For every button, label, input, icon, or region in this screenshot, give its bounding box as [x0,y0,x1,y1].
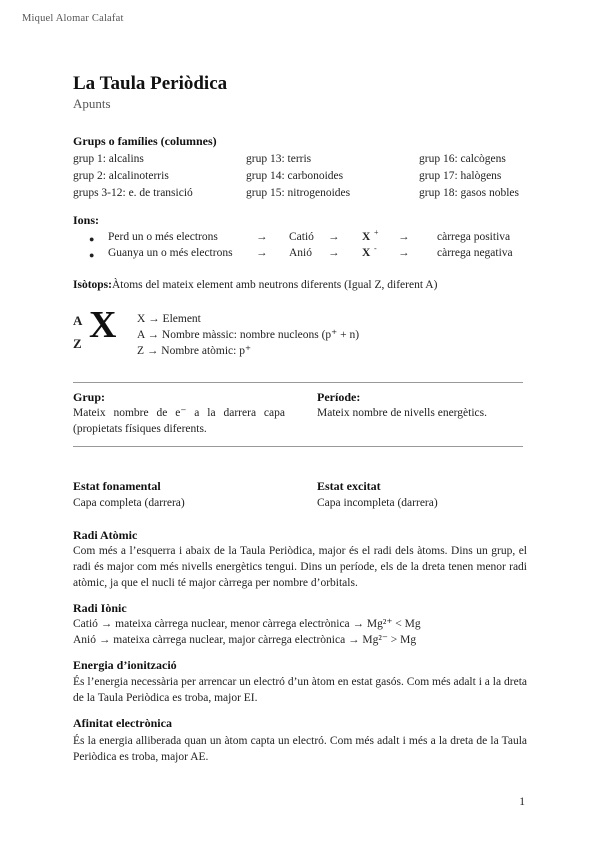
ion-action: Guanya un o més electrons [108,247,233,259]
groups-table [73,151,533,201]
group-cell: grup 16: calcògens [419,153,506,165]
ionic-radius-line1: Catió → mateixa càrrega nuclear, menor càrrega electrònica → Mg²⁺ < Mg [73,618,421,630]
arrow-icon: → [256,247,268,259]
ion-name: Anió [289,247,312,259]
page-title: La Taula Periòdica [73,73,228,94]
ion-action: Perd un o més electrons [108,231,218,243]
affinity-text: És la energia alliberada quan un àtom capta un electró. Com més adalt i més a la dreta de la Taula Periòdica es troba, major AE. [73,735,527,763]
ionization-heading: Energia d’ionització [73,658,177,672]
group-cell: grup 1: alcalins [73,153,144,165]
ion-symbol: X [362,247,371,259]
bullet-icon: ● [89,250,95,260]
group-cell: grup 13: terris [246,153,312,165]
ionic-radius-line2: Anió → mateixa càrrega nuclear, major càrrega electrònica → Mg²⁻ > Mg [73,634,417,646]
ion-charge: + [374,228,379,237]
group-cell: grup 2: alcalinoterris [73,170,169,182]
ionization-text: És l’energia necessària per arrencar un electró d’un àtom en estat gasós. Com més adalt i a la dreta de la Taula Periòdica es troba, major EI. [73,676,527,704]
element-symbol: X [89,304,117,346]
excited-state-text: Capa incompleta (darrera) [317,497,438,509]
author-name: Miquel Alomar Calafat [22,13,124,24]
groups-heading: Grups o famílies (columnes) [73,134,217,148]
isotopes-line [73,279,437,291]
divider [73,446,523,447]
ionic-radius-heading: Radi Iònic [73,601,127,615]
legend-line: X → Element [137,313,201,325]
notation-legend [137,311,359,359]
affinity-heading: Afinitat electrònica [73,716,172,730]
arrow-icon: → [328,231,340,243]
ground-state-heading: Estat fonamental [73,479,161,493]
excited-state-heading: Estat excitat [317,479,381,493]
atomic-radius-text: Com més a l’esquerra i abaix de la Taula Periòdica, major és el radi dels àtoms. Dins un grup, el radi és major com més nivells energètics tengui. Dins un període, els de la dreta tenen menor radi atòmic, ja que el nucli té major càrrega per nombre d’orbitals. [73,545,527,589]
period-text: Mateix nombre de nivells energètics. [317,407,488,419]
group-cell: grup 17: halògens [419,170,502,182]
group-cell: grup 15: nitrogenoides [246,187,351,199]
page-subtitle: Apunts [73,96,111,111]
atomic-number-symbol: Z [73,336,82,351]
arrow-icon: → [398,247,410,259]
divider [73,382,523,383]
page-number: 1 [519,796,525,808]
group-cell: grup 14: carbonoides [246,170,344,182]
legend-line: A → Nombre màssic: nombre nucleons (p⁺ + n) [137,329,360,341]
ion-result: càrrega negativa [437,247,513,259]
ions-list [73,229,533,261]
ion-result: càrrega positiva [437,231,511,243]
arrow-icon: → [328,247,340,259]
ions-heading: Ions: [73,213,100,227]
isotopes-label: Isòtops: [73,279,112,291]
ion-row-anion [73,245,533,261]
period-heading: Període: [317,390,361,404]
ion-name: Catió [289,231,314,243]
ion-charge: - [374,244,377,253]
ion-row-cation [73,229,533,245]
group-text: Mateix nombre de e⁻ a la darrera capa (propietats físiques diferents. [73,407,285,435]
bullet-icon: ● [89,234,95,244]
group-cell: grups 3-12: e. de transició [73,187,193,199]
ion-symbol: X [362,231,371,243]
ground-state-text: Capa completa (darrera) [73,497,185,509]
atomic-radius-heading: Radi Atòmic [73,528,138,542]
mass-number-symbol: A [73,313,83,328]
arrow-icon: → [256,231,268,243]
isotopes-text: Àtoms del mateix element amb neutrons diferents (Igual Z, diferent A) [111,279,438,291]
group-heading: Grup: [73,390,106,404]
arrow-icon: → [398,231,410,243]
legend-line: Z → Nombre atòmic: p⁺ [137,345,252,357]
group-cell: grup 18: gasos nobles [419,187,519,199]
